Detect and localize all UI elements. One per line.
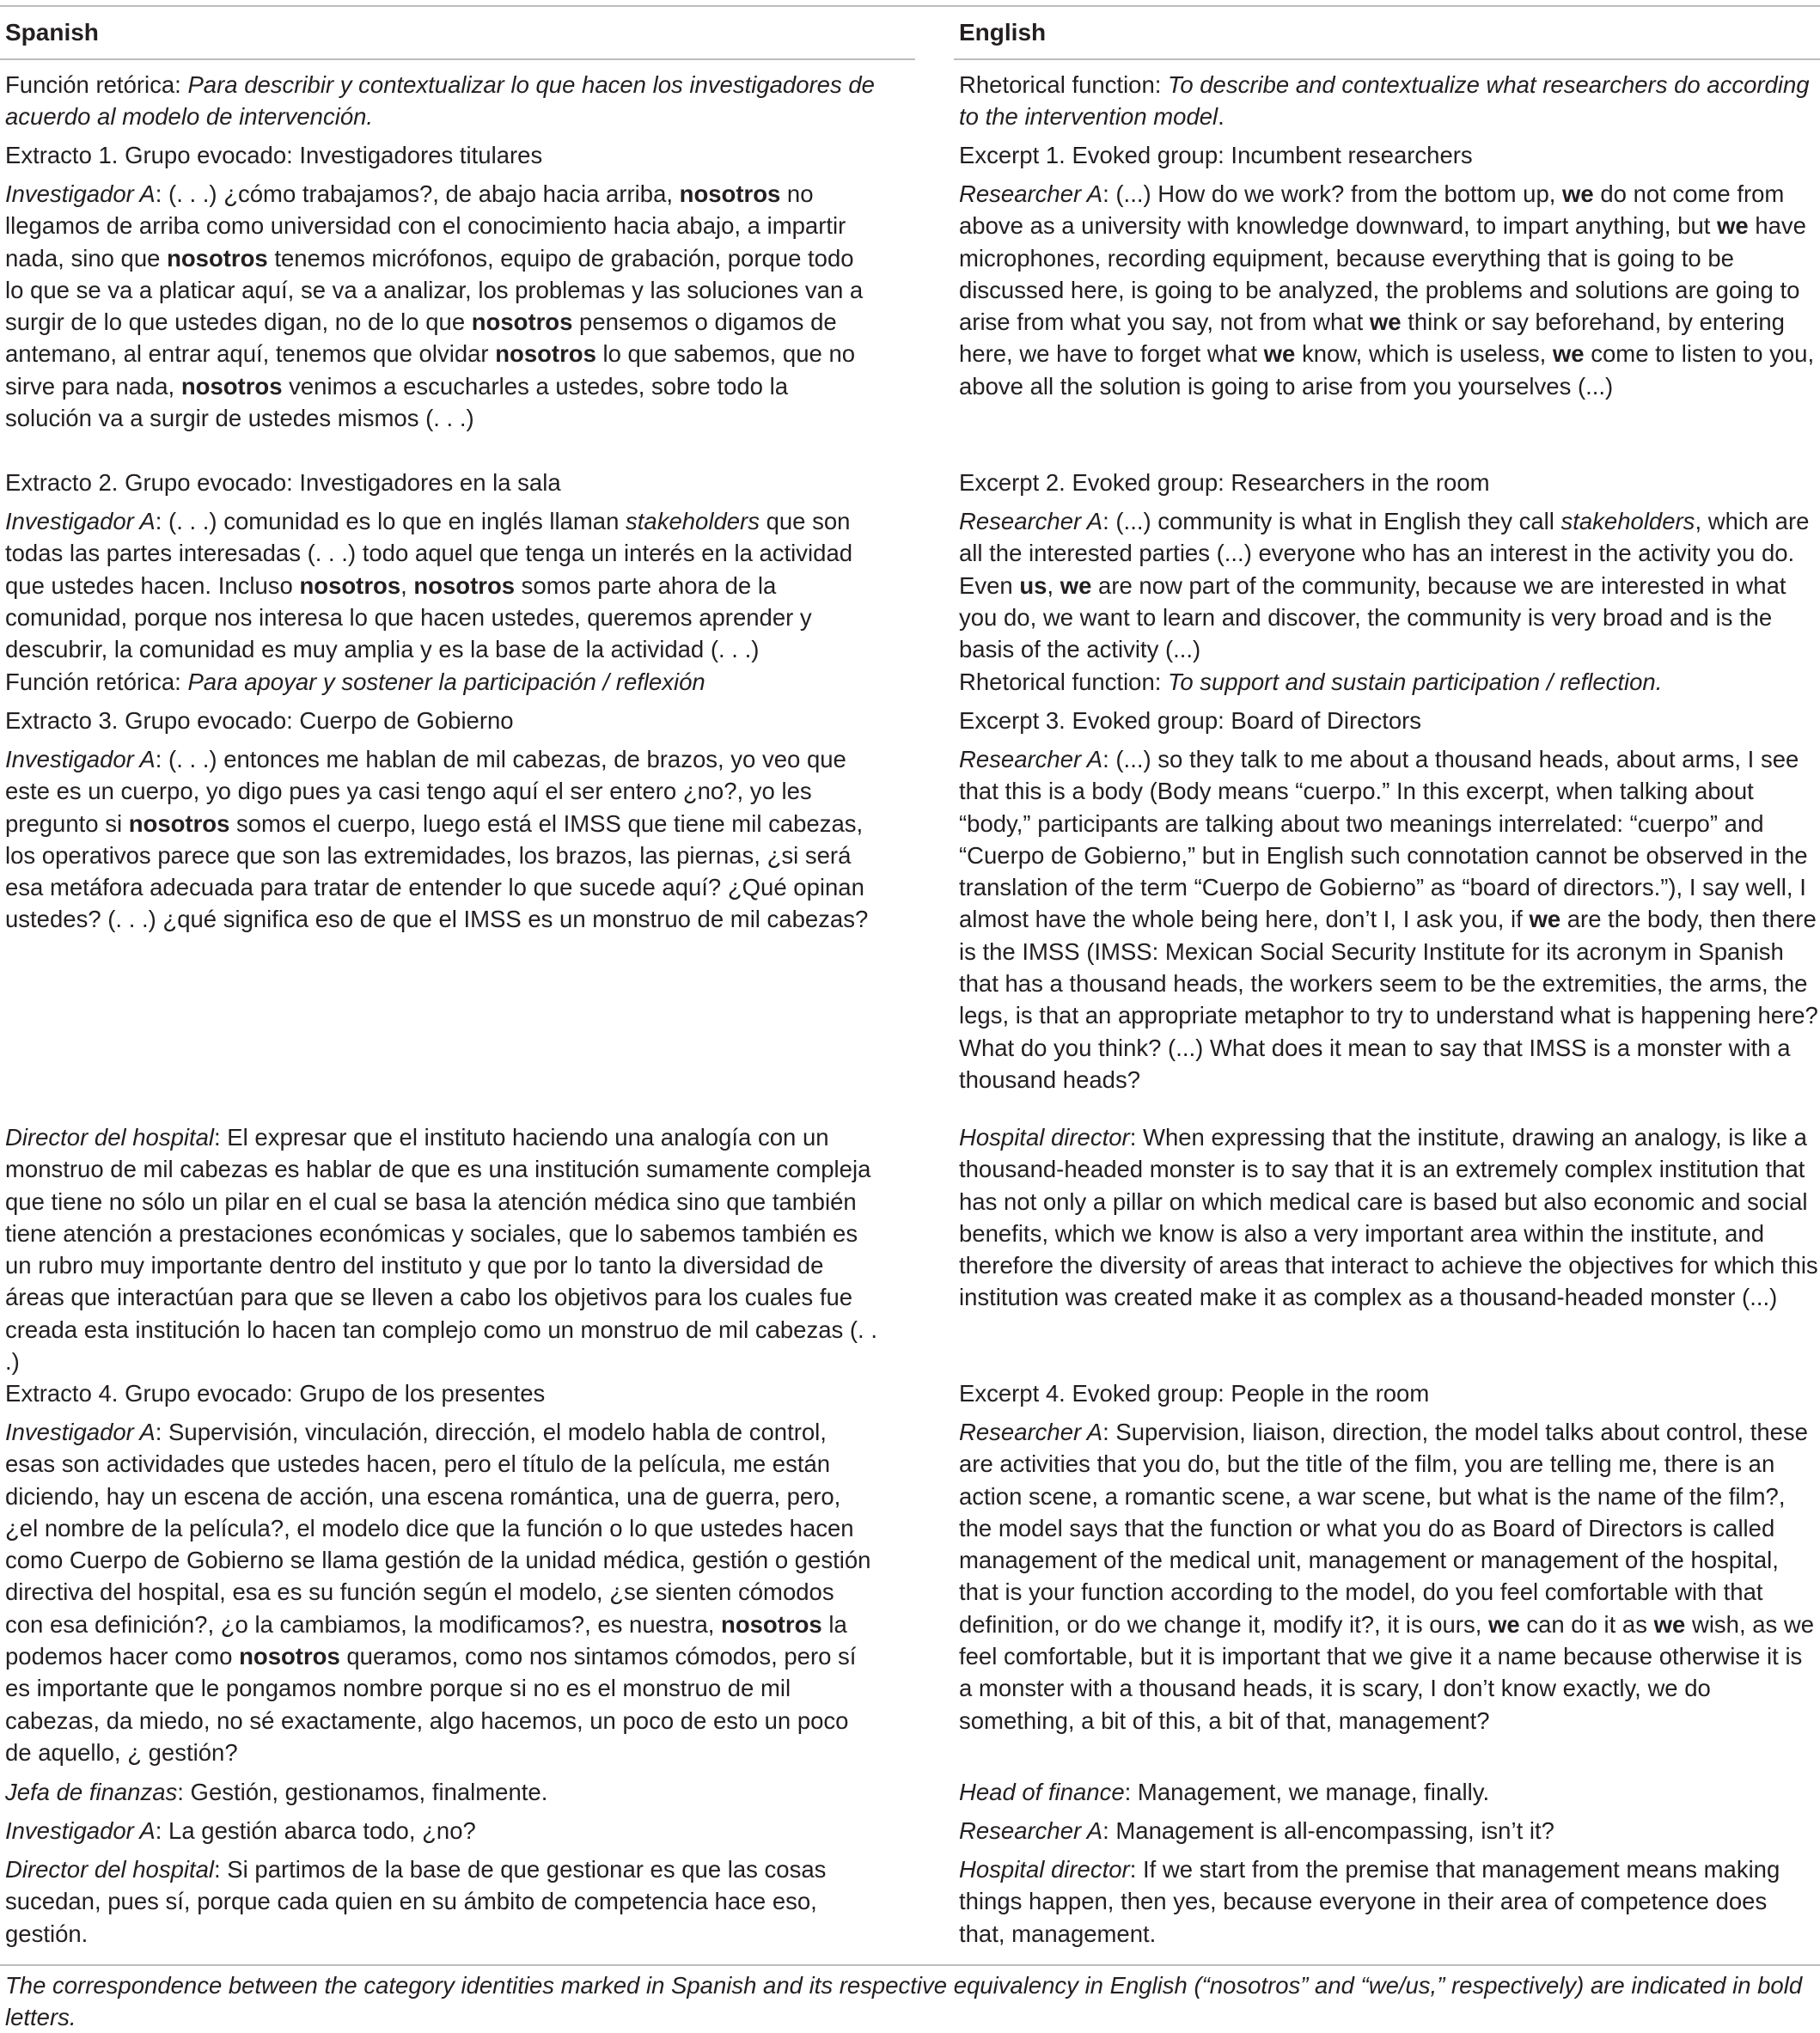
rhetorical-function-1: Función retórica: Para describir y contextualizar lo que hacen los investigadores de acuerdo al modelo de intervención. bbox=[5, 71, 875, 131]
excerpt-1-researcher-a: Researcher A: (...) How do we work? from the bottom up, we do not come from above as a university with knowledge downward, to impart anything, but we have microphones, recording equipment, because everything that is going to be discussed here, is going to be analyzed, the problems and solutions are going to arise from what you say, not from what we think or say beforehand, by entering here, we have to forget what we know, which is useless, we come to listen to you, above all the solution is going to arise from you yourselves (...) bbox=[959, 180, 1815, 400]
excerpt-3-heading: Extracto 3. Grupo evocado: Cuerpo de Gobierno bbox=[5, 707, 514, 734]
rhetorical-function-1: Rhetorical function: To describe and contextualize what researchers do according to the intervention model. bbox=[959, 71, 1810, 131]
rhetorical-function-2: Rhetorical function: To support and sustain participation / reflection. bbox=[959, 669, 1663, 695]
excerpt-3-researcher-a: Researcher A: (...) so they talk to me about a thousand heads, about arms, I see that this is a body (Body means “cuerpo.” In this excerpt, when talking about “body,” participants are talking about two meanings interrelated: “cuerpo” and “Cuerpo de Gobierno,” but in English such connotation cannot be observed in the translation of the term “Cuerpo de Gobierno” as “board of directors.”), I say well, I almost have the whole being here, don’t I, I ask you, if we are the body, then there is the IMSS (IMSS: Mexican Social Security Institute for its acronym in Spanish that has a thousand heads, the workers seem to be the extremities, the arms, the legs, is that an appropriate metaphor to try to understand what is happening here? What do you think? (...) What does it mean to say that IMSS is a monster with a thousand heads? bbox=[959, 746, 1818, 1093]
excerpt-1-heading: Excerpt 1. Evoked group: Incumbent researchers bbox=[959, 142, 1473, 168]
excerpt-4-head-of-finance: Head of finance: Management, we manage, finally. bbox=[959, 1779, 1490, 1805]
header-rule-english bbox=[954, 58, 1820, 60]
excerpt-4-researcher-a-2: Researcher A: Management is all-encompassing, isn’t it? bbox=[959, 1817, 1554, 1844]
header-rule-spanish bbox=[0, 58, 915, 60]
excerpt-4-hospital-director: Director del hospital: Si partimos de la base de que gestionar es que las cosas sucedan, pues sí, porque cada quien en su ámbito de competencia hace eso, gestión. bbox=[5, 1856, 827, 1947]
column-header-spanish: Spanish bbox=[5, 19, 99, 46]
excerpt-2-heading: Extracto 2. Grupo evocado: Investigadores en la sala bbox=[5, 469, 561, 496]
excerpt-4-heading: Excerpt 4. Evoked group: People in the room bbox=[959, 1380, 1430, 1407]
excerpt-1-heading: Extracto 1. Grupo evocado: Investigadores titulares bbox=[5, 142, 543, 168]
table-footnote: The correspondence between the category identities marked in Spanish and its respective equivalency in English (“nosotros” and “we/us,” respectively) are indicated in bold letters. bbox=[5, 1972, 1803, 2030]
excerpt-3-hospital-director: Director del hospital: El expresar que el instituto haciendo una analogía con un monstruo de mil cabezas es hablar de que es una institución sumamente compleja que tiene no sólo un pilar en el cual se basa la atención médica sino que también tiene atención a prestaciones económicas y sociales, que lo sabemos también es un rubro muy importante dentro del instituto y que por lo tanto la diversidad de áreas que interactúan para que se lleven a cabo los objetivos para los cuales fue creada esta institución lo hacen tan complejo como un monstruo de mil cabezas (. . .) bbox=[5, 1124, 877, 1376]
excerpt-2-researcher-a: Researcher A: (...) community is what in English they call stakeholders, which are all the interested parties (...) everyone who has an interest in the activity you do. Even us, we are now part of the community, because we are interested in what you do, we want to learn and discover, the community is very broad and is the basis of the activity (...) bbox=[959, 508, 1810, 663]
excerpt-4-heading: Extracto 4. Grupo evocado: Grupo de los presentes bbox=[5, 1380, 546, 1407]
excerpt-4-hospital-director: Hospital director: If we start from the premise that management means making things happen, then yes, because everyone in their area of competence does that, management. bbox=[959, 1856, 1780, 1947]
excerpt-3-heading: Excerpt 3. Evoked group: Board of Directors bbox=[959, 707, 1422, 734]
rhetorical-function-2: Función retórica: Para apoyar y sostener la participación / reflexión bbox=[5, 669, 705, 695]
excerpt-4-researcher-a: Researcher A: Supervision, liaison, direction, the model talks about control, these are activities that you do, but the title of the film, you are telling me, there is an action scene, a romantic scene, a war scene, but what is the name of the film?, the model says that the function or what you do as Board of Directors is called management of the medical unit, management or management of the hospital, that is your function according to the model, do you feel comfortable with that definition, or do we change it, modify it?, it is ours, we can do it as we wish, as we feel comfortable, but it is important that we give it a name because otherwise it is a monster with a thousand heads, it is scary, I don’t know exactly, we do something, a bit of this, a bit of that, management? bbox=[959, 1419, 1815, 1734]
excerpt-4-researcher-a: Investigador A: Supervisión, vinculación, dirección, el modelo habla de control, esas son actividades que ustedes hacen, pero el título de la película, me están diciendo, hay un escena de acción, una escena romántica, una de guerra, pero, ¿el nombre de la película?, el modelo dice que la función o lo que ustedes hacen como Cuerpo de Gobierno se llama gestión de la unidad médica, gestión o gestión directiva del hospital, esa es su función según el modelo, ¿se sienten cómodos con esa definición?, ¿o la cambiamos, la modificamos?, es nuestra, nosotros la podemos hacer como nosotros queramos, como nos sintamos cómodos, pero sí es importante que le pongamos nombre porque si no es el monstruo de mil cabezas, da miedo, no sé exactamente, algo hacemos, un poco de esto un poco de aquello, ¿ gestión? bbox=[5, 1419, 871, 1766]
table-top-rule bbox=[0, 5, 1820, 7]
excerpt-1-researcher-a: Investigador A: (. . .) ¿cómo trabajamos?, de abajo hacia arriba, nosotros no llegamos de arriba como universidad con el conocimiento hacia abajo, a impartir nada, sino que nosotros tenemos micrófonos, equipo de grabación, porque todo lo que se va a platicar aquí, se va a analizar, los problemas y las soluciones van a surgir de lo que ustedes digan, no de lo que nosotros pensemos o digamos de antemano, al entrar aquí, tenemos que olvidar nosotros lo que sabemos, que no sirve para nada, nosotros venimos a escucharles a ustedes, sobre todo la solución va a surgir de ustedes mismos (. . .) bbox=[5, 180, 864, 432]
excerpt-2-heading: Excerpt 2. Evoked group: Researchers in the room bbox=[959, 469, 1490, 496]
excerpt-4-head-of-finance: Jefa de finanzas: Gestión, gestionamos, finalmente. bbox=[5, 1779, 548, 1805]
excerpt-3-researcher-a: Investigador A: (. . .) entonces me hablan de mil cabezas, de brazos, yo veo que este es un cuerpo, yo digo pues ya casi tengo aquí el ser entero ¿no?, yo les pregunto si nosotros somos el cuerpo, luego está el IMSS que tiene mil cabezas, los operativos parece que son las extremidades, los brazos, las piernas, ¿si será esa metáfora adecuada para tratar de entender lo que sucede aquí? ¿Qué opinan ustedes? (. . .) ¿qué significa eso de que el IMSS es un monstruo de mil cabezas? bbox=[5, 746, 869, 933]
column-header-english: English bbox=[959, 19, 1047, 46]
excerpt-4-researcher-a-2: Investigador A: La gestión abarca todo, ¿no? bbox=[5, 1817, 476, 1844]
excerpt-2-researcher-a: Investigador A: (. . .) comunidad es lo que en inglés llaman stakeholders que son todas las partes interesadas (. . .) todo aquel que tenga un interés en la actividad que ustedes hacen. Incluso nosotros, nosotros somos parte ahora de la comunidad, porque nos interesa lo que hacen ustedes, queremos aprender y descubrir, la comunidad es muy amplia y es la base de la actividad (. . .) bbox=[5, 508, 853, 663]
table-bottom-rule bbox=[0, 1964, 1820, 1966]
excerpt-3-hospital-director: Hospital director: When expressing that the institute, drawing an analogy, is like a thousand-headed monster is to say that it is an extremely complex institution that has not only a pillar on which medical care is based but also economic and social benefits, which we know is also a very important area within the institute, and therefore the diversity of areas that interact to achieve the objectives for which this institution was created make it as complex as a thousand-headed monster (...) bbox=[959, 1124, 1818, 1311]
